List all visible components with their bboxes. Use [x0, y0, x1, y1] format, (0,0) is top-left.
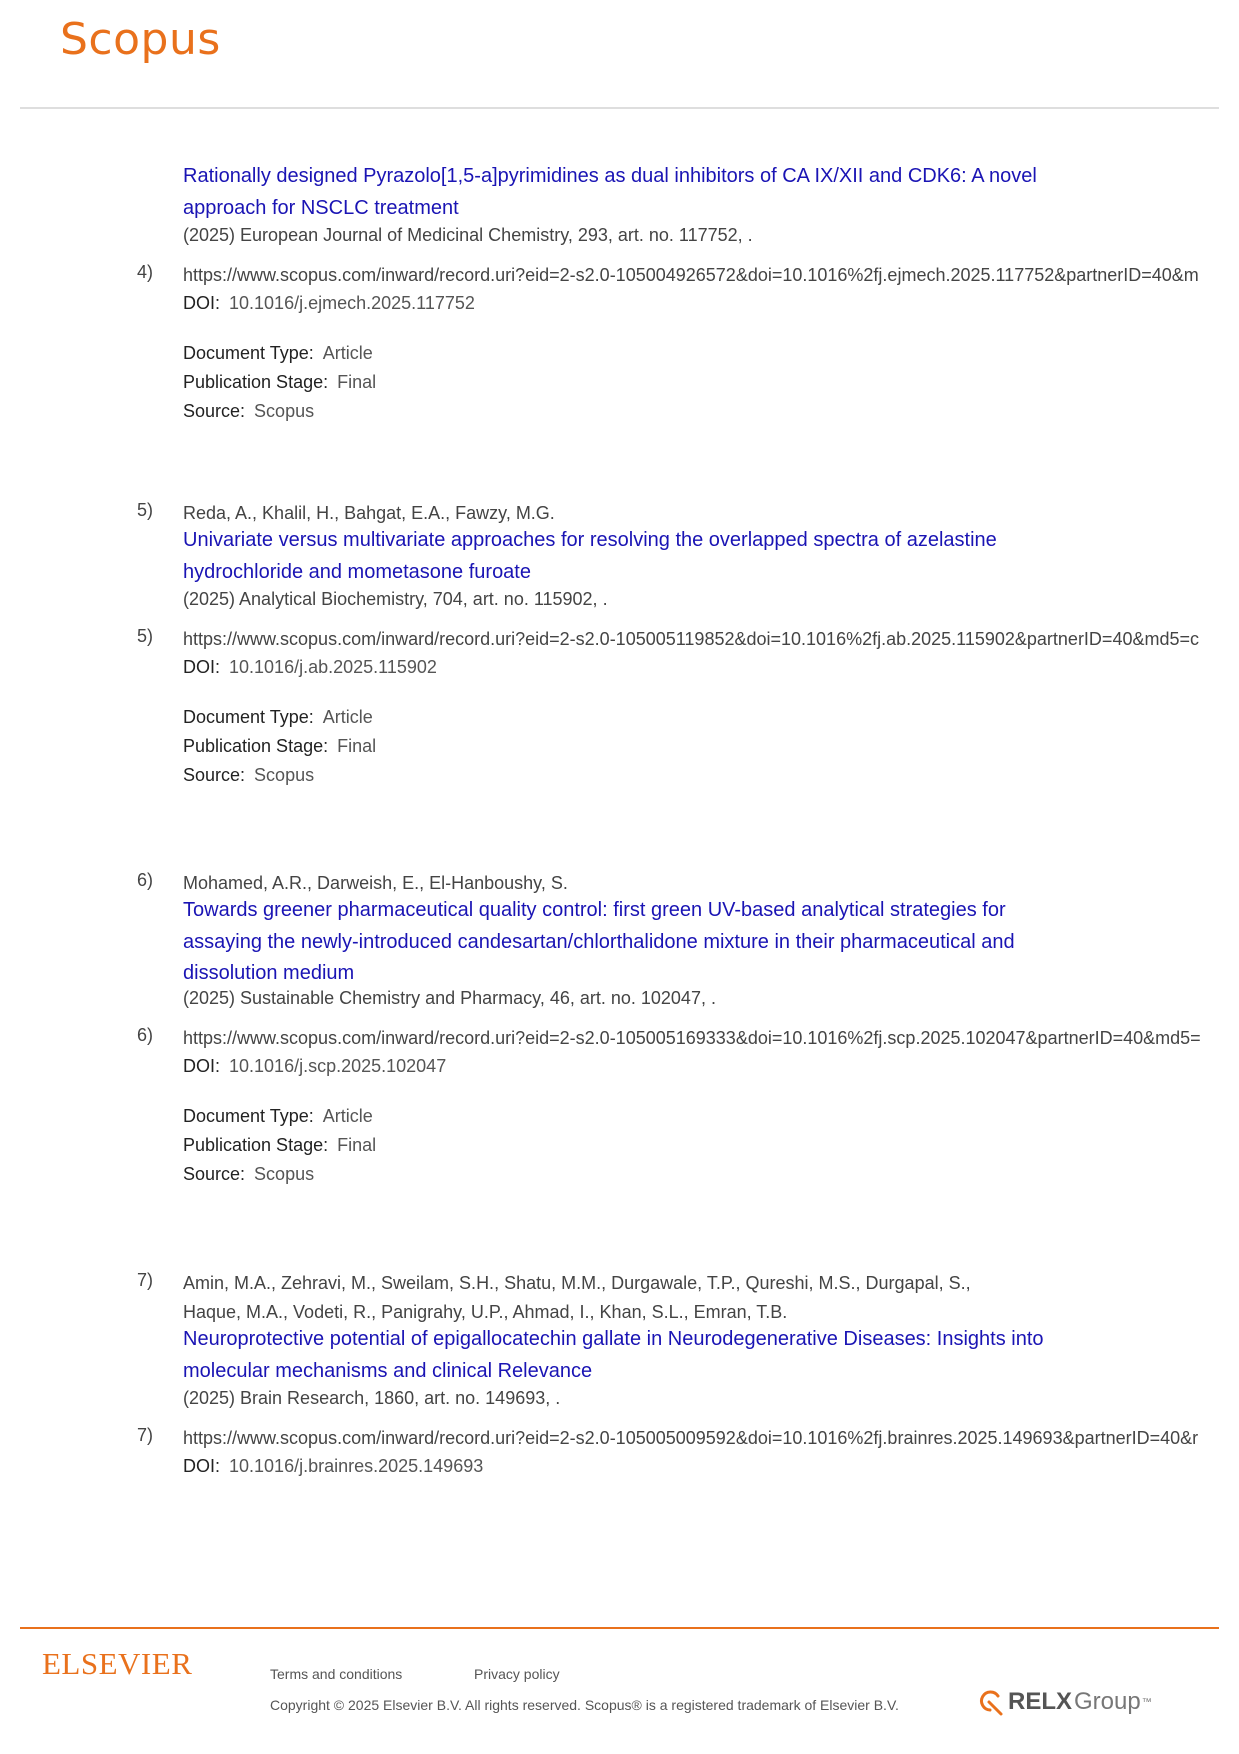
publication-stage-label: Publication Stage:	[183, 1135, 329, 1155]
doi-label: DOI:	[183, 1456, 221, 1476]
document-type-value: Article	[322, 707, 373, 727]
result-citation: (2025) Analytical Biochemistry, 704, art. no. 115902, .	[183, 589, 608, 609]
result-index: 6)	[137, 870, 154, 890]
result-url-index: 6)	[137, 1025, 154, 1045]
result-title-line[interactable]: approach for NSCLC treatment	[183, 196, 459, 219]
publication-stage-label: Publication Stage:	[183, 372, 329, 392]
publication-stage-value: Final	[337, 1135, 377, 1155]
doi-value[interactable]: 10.1016/j.brainres.2025.149693	[229, 1456, 484, 1476]
copyright-text: Copyright © 2025 Elsevier B.V. All rights reserved. Scopus® is a registered trademark of Elsevier B.V.	[270, 1697, 899, 1713]
result-title-link[interactable]	[183, 895, 1103, 990]
footer-divider	[20, 1627, 1219, 1629]
result-doi	[183, 652, 437, 683]
publication-stage-row	[183, 367, 376, 398]
elsevier-logo[interactable]: ELSEVIER	[42, 1646, 193, 1681]
result-doi	[183, 1051, 446, 1082]
result-title-line[interactable]: dissolution medium	[183, 962, 355, 984]
result-citation: (2025) European Journal of Medicinal Chemistry, 293, art. no. 117752, .	[183, 225, 753, 245]
doi-label: DOI:	[183, 657, 221, 677]
result-url-index: 5)	[137, 626, 154, 646]
terms-link[interactable]: Terms and conditions	[270, 1666, 403, 1682]
source-database-row	[183, 396, 314, 427]
result-url-index: 7)	[137, 1425, 154, 1445]
publication-stage-label: Publication Stage:	[183, 736, 329, 756]
document-type-label: Document Type:	[183, 1106, 314, 1126]
source-database-value: Scopus	[254, 765, 315, 785]
source-database-row	[183, 1159, 314, 1190]
result-url-index: 4)	[137, 262, 154, 282]
result-authors: Haque, M.A., Vodeti, R., Panigrahy, U.P., Ahmad, I., Khan, S.L., Emran, T.B.	[183, 1302, 788, 1322]
document-type-row	[183, 338, 373, 369]
document-type-value: Article	[322, 1106, 373, 1126]
result-index: 7)	[137, 1270, 154, 1290]
publication-stage-value: Final	[337, 372, 377, 392]
privacy-link[interactable]: Privacy policy	[474, 1666, 560, 1682]
source-database-label: Source:	[183, 401, 246, 421]
result-title-link[interactable]	[183, 1324, 1103, 1387]
document-type-label: Document Type:	[183, 343, 314, 363]
result-citation: (2025) Brain Research, 1860, art. no. 149693, .	[183, 1388, 561, 1408]
doi-label: DOI:	[183, 1056, 221, 1076]
document-type-value: Article	[322, 343, 373, 363]
result-title-line[interactable]: Neuroprotective potential of epigallocatechin gallate in Neurodegenerative Diseases: Insights into	[183, 1328, 1044, 1350]
result-title-line[interactable]: hydrochloride and mometasone furoate	[183, 560, 531, 583]
relx-logo[interactable]	[976, 1686, 1152, 1718]
result-doi	[183, 1451, 483, 1482]
source-database-label: Source:	[183, 1164, 246, 1184]
doi-value[interactable]: 10.1016/j.ab.2025.115902	[229, 657, 437, 677]
result-authors: Amin, M.A., Zehravi, M., Sweilam, S.H., Shatu, M.M., Durgawale, T.P., Qureshi, M.S., Durgapal, S.,	[183, 1273, 971, 1293]
result-authors: Mohamed, A.R., Darweish, E., El-Hanboushy, S.	[183, 873, 568, 893]
source-database-label: Source:	[183, 765, 246, 785]
result-doi	[183, 288, 475, 319]
doi-value[interactable]: 10.1016/j.ejmech.2025.117752	[229, 293, 475, 313]
result-citation: (2025) Sustainable Chemistry and Pharmacy, 46, art. no. 102047, .	[183, 988, 716, 1008]
source-database-value: Scopus	[254, 401, 315, 421]
result-title-line[interactable]: assaying the newly-introduced candesartan/chlorthalidone mixture in their pharmaceutical and	[183, 930, 1015, 953]
document-type-row	[183, 702, 373, 733]
result-index: 5)	[137, 500, 154, 520]
relx-group-text: Group	[1074, 1688, 1141, 1715]
result-title-link[interactable]	[183, 525, 1103, 588]
document-type-row	[183, 1101, 373, 1132]
scopus-logo[interactable]: Scopus	[60, 14, 221, 65]
source-database-value: Scopus	[254, 1164, 315, 1184]
result-url-link[interactable]: https://www.scopus.com/inward/record.uri?eid=2-s2.0-105005169333&doi=10.1016%2fj.scp.2025.102047&partnerID=40&md5=	[183, 1028, 1201, 1048]
result-title-line[interactable]: molecular mechanisms and clinical Relevance	[183, 1359, 593, 1382]
result-title-line[interactable]: Univariate versus multivariate approaches for resolving the overlapped spectra of azelastine	[183, 529, 997, 551]
doi-label: DOI:	[183, 293, 221, 313]
result-title-line[interactable]: Rationally designed Pyrazolo[1,5-a]pyrimidines as dual inhibitors of CA IX/XII and CDK6: A novel	[183, 165, 1037, 187]
source-database-row	[183, 760, 314, 791]
publication-stage-row	[183, 1130, 376, 1161]
result-authors: Reda, A., Khalil, H., Bahgat, E.A., Fawzy, M.G.	[183, 503, 555, 523]
publication-stage-value: Final	[337, 736, 377, 756]
trademark-symbol: ™	[1141, 1696, 1152, 1708]
result-url-link[interactable]: https://www.scopus.com/inward/record.uri?eid=2-s2.0-105005009592&doi=10.1016%2fj.brainres.2025.149693&partnerID=40&r	[183, 1428, 1199, 1448]
relx-mark-icon	[976, 1687, 1006, 1717]
result-url-link[interactable]: https://www.scopus.com/inward/record.uri?eid=2-s2.0-105005119852&doi=10.1016%2fj.ab.2025.115902&partnerID=40&md5=c	[183, 629, 1199, 649]
document-type-label: Document Type:	[183, 707, 314, 727]
doi-value[interactable]: 10.1016/j.scp.2025.102047	[229, 1056, 447, 1076]
publication-stage-row	[183, 731, 376, 762]
relx-wordmark: RELX	[1008, 1688, 1073, 1715]
result-url-link[interactable]: https://www.scopus.com/inward/record.uri?eid=2-s2.0-105004926572&doi=10.1016%2fj.ejmech.2025.117752&partnerID=40&m	[183, 265, 1199, 285]
result-title-link[interactable]	[183, 161, 1103, 224]
result-title-line[interactable]: Towards greener pharmaceutical quality control: first green UV-based analytical strategies for	[183, 899, 1006, 921]
